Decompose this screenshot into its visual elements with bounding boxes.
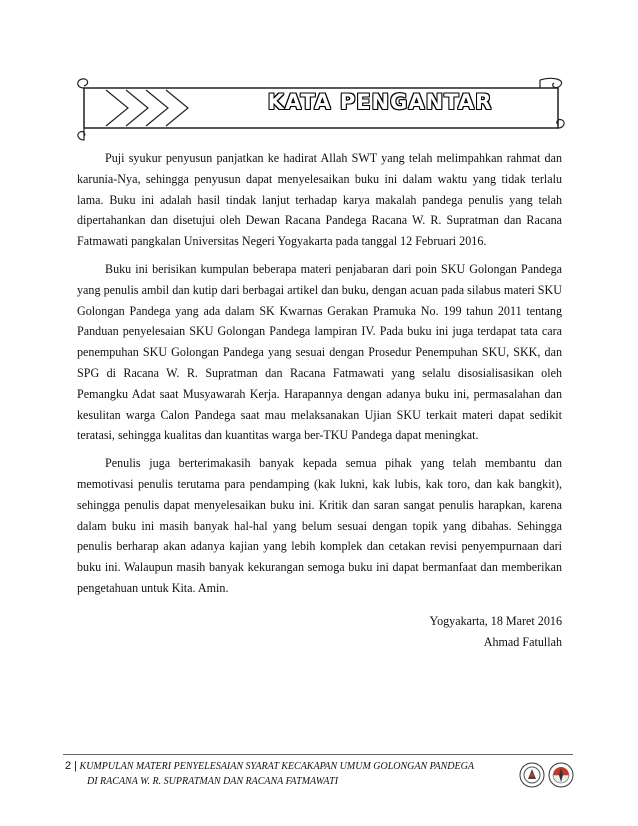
footer-title-line2: DI RACANA W. R. SUPRATMAN DAN RACANA FATMAWATI xyxy=(87,776,339,787)
page-footer xyxy=(65,760,515,787)
page-number: 2 | xyxy=(65,760,78,772)
body-text xyxy=(77,148,562,653)
footer-divider xyxy=(63,754,573,755)
footer-title-line1: KUMPULAN MATERI PENYELESAIAN SYARAT KECAKAPAN UMUM GOLONGAN PANDEGA xyxy=(79,761,474,772)
title-banner xyxy=(70,68,568,148)
page-title: KATA PENGANTAR xyxy=(267,90,493,114)
racana-emblem-icon xyxy=(548,762,574,788)
place-date: Yogyakarta, 18 Maret 2016 xyxy=(429,613,562,628)
author-name: Ahmad Fatullah xyxy=(483,634,562,649)
paragraph: Penulis juga berterimakasih banyak kepada semua pihak yang telah membantu dan memotivasi penulis terutama para pendamping (kak lukni, kak lubis, kak toro, dan kak bangkit), sehingga penulis dapat menyelesaikan buku ini. Kritik dan saran sangat penulis harapkan, karena dalam buku ini masih banyak hal-hal yang belum sesuai dengan topik yang dibahas. Sehingga penulis berharap akan adanya kajian yang lebih komplek dan cetakan revisi penyempurnaan dari buku ini. Walaupun masih banyak kekurangan semoga buku ini dapat bermanfaat dan memberikan pengetahuan untuk Kita. Amin. xyxy=(77,456,562,595)
racana-logo-icon xyxy=(519,762,545,788)
signature-block xyxy=(77,611,562,653)
paragraph: Buku ini berisikan kumpulan beberapa materi penjabaran dari poin SKU Golongan Pandega yang penulis ambil dan kutip dari berbagai artikel dan buku, dengan acuan pada silabus materi SKU Golongan Pandega yang ada dalam SK Kwarnas Gerakan Pramuka No. 199 tahun 2011 tentang Panduan penyelesaian SKU Golongan Pandega lampiran IV. Pada buku ini juga terdapat tata cara penempuhan SKU Golongan Pandega yang sesuai dengan Prosedur Penempuhan SKU, SKK, dan SPG di Racana W. R. Supratman dan Racana Fatmawati yang selalu disosialisasikan oleh Pemangku Adat saat Musyawarah Kerja. Harapannya dengan adanya buku ini, permasalahan dan kesulitan warga Calon Pandega saat mau melaksanakan Ujian SKU terkait materi dapat sedikit teratasi, sehingga kualitas dan kuantitas warga ber-TKU Pandega dapat meningkat. xyxy=(77,261,562,443)
paragraph: Puji syukur penyusun panjatkan ke hadirat Allah SWT yang telah melimpahkan rahmat dan karunia-Nya, sehingga penyusun dapat menyelesaikan buku ini dalam waktu yang tidak terlalu lama. Buku ini adalah hasil tindak lanjut terhadap karya makalah pandega penulis yang telah dipertahankan dan disetujui oleh Dewan Racana Pandega Racana W. R. Supratman dan Racana Fatmawati pangkalan Universitas Negeri Yogyakarta pada tanggal 12 Februari 2016. xyxy=(77,151,562,249)
